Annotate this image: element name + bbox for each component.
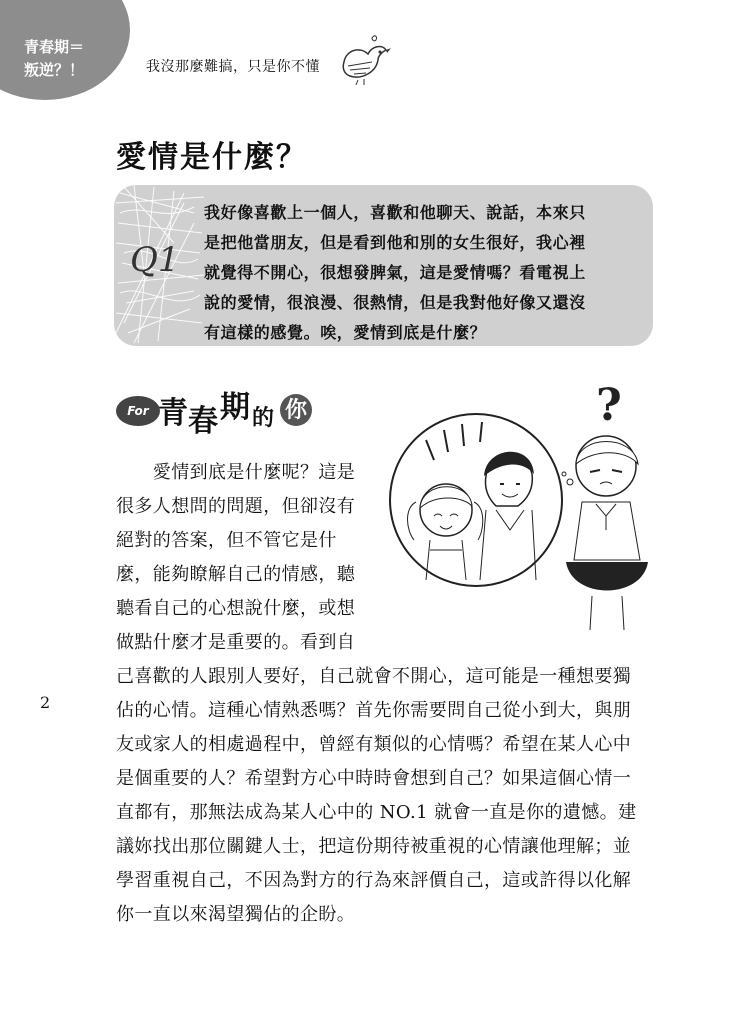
answer-line: 學習重視自己，不因為對方的行為來評價自己，這或許得以化解	[116, 870, 632, 891]
answer-line: 是個重要的人？希望對方心中時時會想到自己？如果這個心情一	[116, 768, 632, 789]
section-heading	[116, 388, 316, 438]
answer-line: 很多人想問的問題，但卻沒有	[116, 496, 356, 517]
heading-char: 的	[252, 405, 275, 431]
question-line: 有這樣的感覺。唉，愛情到底是什麼？	[204, 323, 487, 342]
answer-body	[116, 456, 656, 932]
answer-line: 你一直以來渴望獨佔的企盼。	[116, 904, 356, 925]
answer-line: 佔的心情。這種心情熟悉嗎？首先你需要問自己從小到大，與朋	[116, 700, 632, 721]
running-header: 我沒那麼難搞，只是你不懂	[146, 59, 320, 75]
chapter-label-line-1: 青春期＝	[24, 38, 85, 56]
question-line: 說的愛情，很浪漫、很熱情，但是我對他好像又還沒	[204, 293, 586, 312]
page-number: 2	[40, 693, 51, 712]
question-line: 是把他當朋友，但是看到他和別的女生很好，我心裡	[204, 233, 586, 252]
answer-wrapped-lines	[116, 456, 656, 660]
answer-line: 絕對的答案，但不管它是什	[116, 530, 337, 551]
heading-char: 春	[188, 404, 218, 439]
heading-char: 青	[158, 396, 188, 431]
bird-icon	[336, 32, 392, 86]
answer-line: 己喜歡的人跟別人要好，自己就會不開心，這可能是一種想要獨	[116, 666, 632, 687]
answer-line: 愛情到底是什麼呢？這是	[116, 462, 356, 483]
question-mark-icon: ?	[596, 380, 622, 431]
heading-char: 期	[220, 390, 250, 425]
answer-line: 麼，能夠瞭解自己的情感，聽	[116, 564, 356, 585]
chapter-label	[24, 36, 114, 82]
question-number: Q1	[130, 240, 180, 280]
question-line: 我好像喜歡上一個人，喜歡和他聊天、說話，本來只	[204, 203, 586, 222]
page-title: 愛情是什麼？	[116, 140, 308, 175]
answer-line: 議妳找出那位關鍵人士，把這份期待被重視的心情讓他理解；並	[116, 836, 632, 857]
heading-char-circle: 你	[280, 394, 312, 426]
chapter-label-line-2: 叛逆？！	[24, 61, 85, 79]
question-line: 就覺得不開心，很想發脾氣，這是愛情嗎？看電視上	[204, 263, 586, 282]
for-badge: For	[116, 396, 160, 426]
answer-line: 聽看自己的心想說什麼，或想	[116, 598, 356, 619]
answer-line: 做點什麼才是重要的。看到自	[116, 632, 356, 653]
answer-line: 直都有，那無法成為某人心中的 NO.1 就會一直是你的遺憾。建	[116, 802, 637, 823]
answer-line: 友或家人的相處過程中，曾經有類似的心情嗎？希望在某人心中	[116, 734, 632, 755]
question-text	[204, 198, 640, 348]
